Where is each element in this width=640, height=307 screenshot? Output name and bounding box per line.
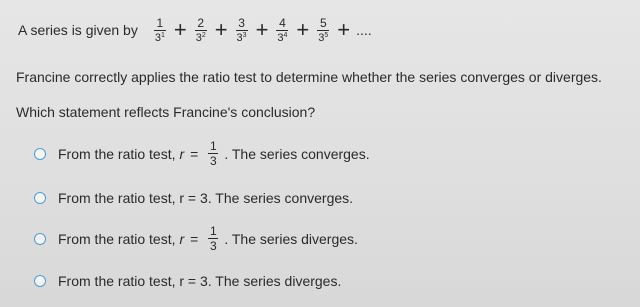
term-denominator: $3^3$	[236, 31, 247, 44]
ratio-fraction	[208, 140, 218, 167]
radio-button[interactable]	[34, 148, 46, 160]
option-lead-text: From the ratio test,	[58, 145, 176, 162]
option-text: From the ratio test, r = 3. The series converges.	[58, 190, 354, 206]
term-numerator: 4	[279, 15, 286, 30]
problem-statement: Francine correctly applies the ratio test to determine whether the series converges or diverges.	[16, 69, 602, 85]
answer-option-3[interactable]	[34, 225, 358, 252]
term-denominator: $3^1$	[154, 31, 165, 44]
option-tail-text: . The series diverges.	[224, 230, 358, 247]
series-prefix: A series is given by	[18, 22, 138, 38]
series-term-5	[317, 17, 329, 44]
series-term-4	[276, 17, 288, 44]
answer-option-1[interactable]	[34, 140, 370, 167]
series-term-2	[195, 17, 207, 44]
answer-option-2[interactable]	[34, 190, 353, 206]
question-prompt: Which statement reflects Francine's conclusion?	[16, 104, 316, 120]
series-expression	[18, 8, 372, 52]
fraction-denominator: 3	[210, 154, 217, 168]
plus-sign: +	[255, 17, 269, 42]
fraction-numerator: 1	[210, 224, 217, 238]
ratio-variable: r	[179, 230, 185, 247]
term-numerator: 1	[156, 15, 164, 30]
equals-sign: =	[190, 145, 199, 162]
equals-sign: =	[190, 230, 199, 247]
term-denominator: $3^4$	[277, 31, 288, 44]
radio-button[interactable]	[34, 233, 46, 245]
plus-sign: +	[173, 17, 187, 42]
plus-sign: +	[337, 17, 351, 42]
term-numerator: 5	[319, 15, 327, 30]
fraction-denominator: 3	[210, 239, 217, 253]
fraction-numerator: 1	[210, 139, 217, 153]
ratio-fraction	[208, 225, 218, 252]
ellipsis: ....	[356, 22, 372, 38]
radio-button[interactable]	[34, 275, 46, 287]
option-tail-text: . The series converges.	[224, 145, 370, 162]
option-text: From the ratio test, r = 3. The series diverges.	[58, 273, 342, 289]
term-numerator: 2	[197, 15, 205, 30]
plus-sign: +	[214, 17, 228, 42]
answer-option-4[interactable]	[34, 273, 341, 289]
series-term-3	[236, 17, 248, 44]
term-denominator: $3^5$	[318, 31, 329, 44]
plus-sign: +	[296, 17, 310, 42]
term-numerator: 3	[238, 15, 245, 30]
series-term-1	[154, 17, 166, 44]
radio-button[interactable]	[34, 192, 46, 204]
ratio-variable: r	[179, 145, 185, 162]
term-denominator: $3^2$	[195, 31, 206, 44]
option-lead-text: From the ratio test,	[58, 230, 176, 247]
